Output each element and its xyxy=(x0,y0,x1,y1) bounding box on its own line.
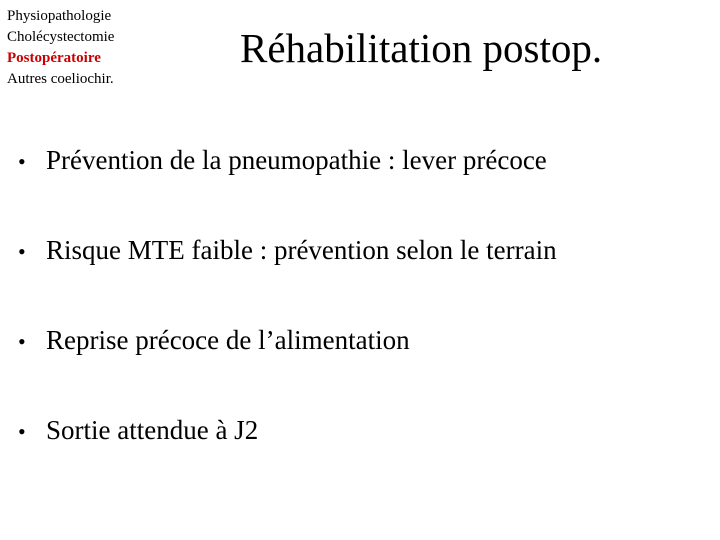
nav-item-cholecystectomie[interactable]: Cholécystectomie xyxy=(7,29,115,45)
slide-title: Réhabilitation postop. xyxy=(240,25,603,71)
bullet-icon: • xyxy=(18,149,26,174)
nav-item-postoperatoire[interactable]: Postopératoire xyxy=(7,50,101,66)
bullet-icon: • xyxy=(18,329,26,354)
bullet-icon: • xyxy=(18,419,26,444)
nav-item-physiopathologie[interactable]: Physiopathologie xyxy=(7,8,112,24)
bullet-text: Sortie attendue à J2 xyxy=(46,415,259,445)
bullet-item xyxy=(18,410,708,500)
bullet-item xyxy=(18,140,708,230)
bullet-text: Risque MTE faible : prévention selon le terrain xyxy=(46,235,557,265)
section-nav xyxy=(7,6,197,90)
bullet-text: Reprise précoce de l’alimentation xyxy=(46,325,410,355)
bullet-text: Prévention de la pneumopathie : lever précoce xyxy=(46,145,547,175)
nav-item-autres-coeliochir[interactable]: Autres coeliochir. xyxy=(7,71,114,87)
bullet-icon: • xyxy=(18,239,26,264)
bullet-item xyxy=(18,230,708,320)
bullet-item xyxy=(18,320,708,410)
bullet-list xyxy=(18,140,708,500)
